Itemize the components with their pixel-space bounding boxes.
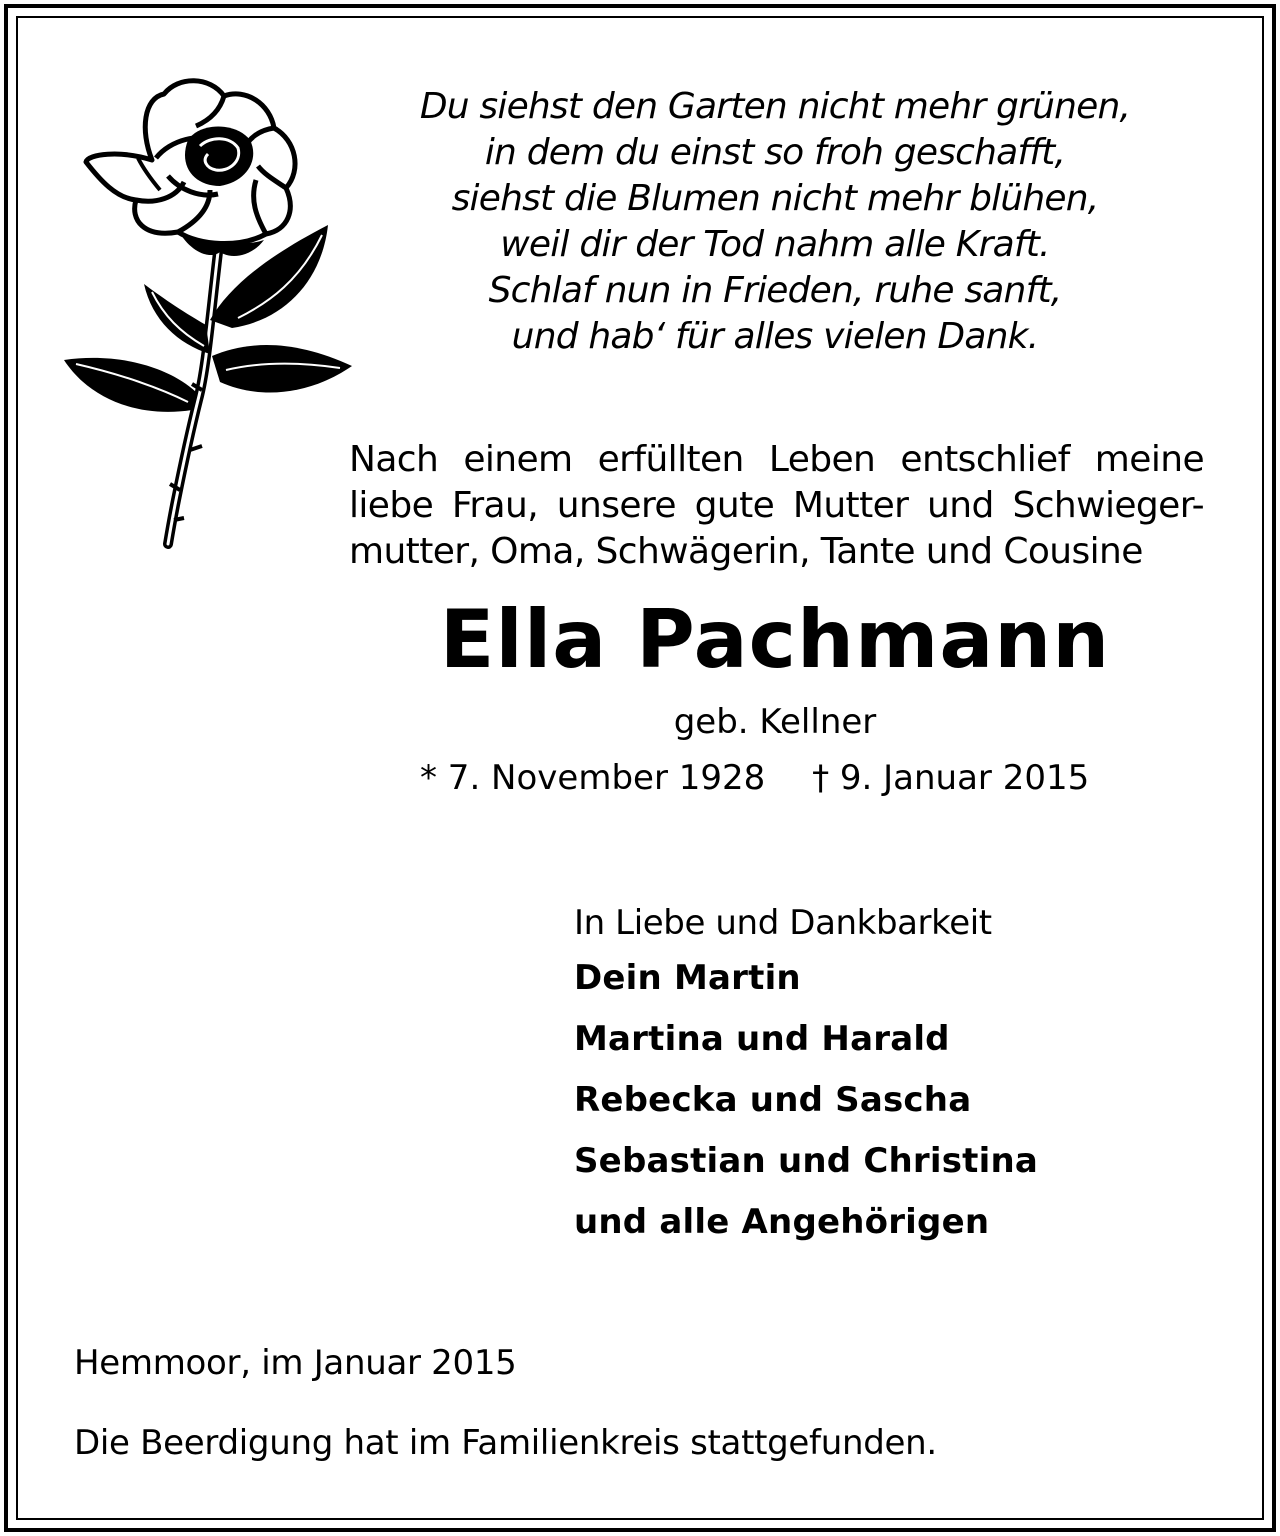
intro-line: mutter, Oma, Schwägerin, Tante und Cousine — [349, 531, 1143, 572]
mourners-lead: In Liebe und Dankbarkeit — [574, 903, 992, 943]
intro-line: Nach einem erfüllten Leben entschlief meine — [349, 439, 1204, 480]
maiden-name: geb. Kellner — [673, 702, 877, 742]
deceased-name: Ella Pachmann — [439, 593, 1111, 686]
poem-line: und hab‘ für alles vielen Dank. — [511, 316, 1039, 357]
poem-line: weil dir der Tod nahm alle Kraft. — [500, 224, 1050, 265]
poem-line: Du siehst den Garten nicht mehr grünen, — [419, 86, 1131, 127]
place-date: Hemmoor, im Januar 2015 — [74, 1343, 517, 1383]
death-date: † 9. Januar 2015 — [812, 758, 1090, 798]
life-dates — [420, 755, 1140, 801]
funeral-note: Die Beerdigung hat im Familienkreis stattgefunden. — [74, 1423, 937, 1463]
poem-line: siehst die Blumen nicht mehr blühen, — [451, 178, 1099, 219]
poem-line: Schlaf nun in Frieden, ruhe sanft, — [488, 270, 1062, 311]
mourner-name: Martina und Harald — [574, 1019, 950, 1059]
intro-line: liebe Frau, unsere gute Mutter und Schwieger- — [349, 485, 1204, 526]
poem-line: in dem du einst so froh geschafft, — [484, 132, 1066, 173]
mourner-name: Rebecka und Sascha — [574, 1080, 972, 1120]
mourner-name: Sebastian und Christina — [574, 1141, 1039, 1181]
mourner-name: und alle Angehörigen — [574, 1202, 990, 1242]
birth-date: * 7. November 1928 — [420, 758, 766, 798]
poem — [380, 84, 1170, 360]
mourners — [574, 898, 1214, 1253]
rose-icon — [60, 70, 360, 550]
intro-text — [349, 437, 1204, 575]
mourner-name: Dein Martin — [574, 958, 801, 998]
